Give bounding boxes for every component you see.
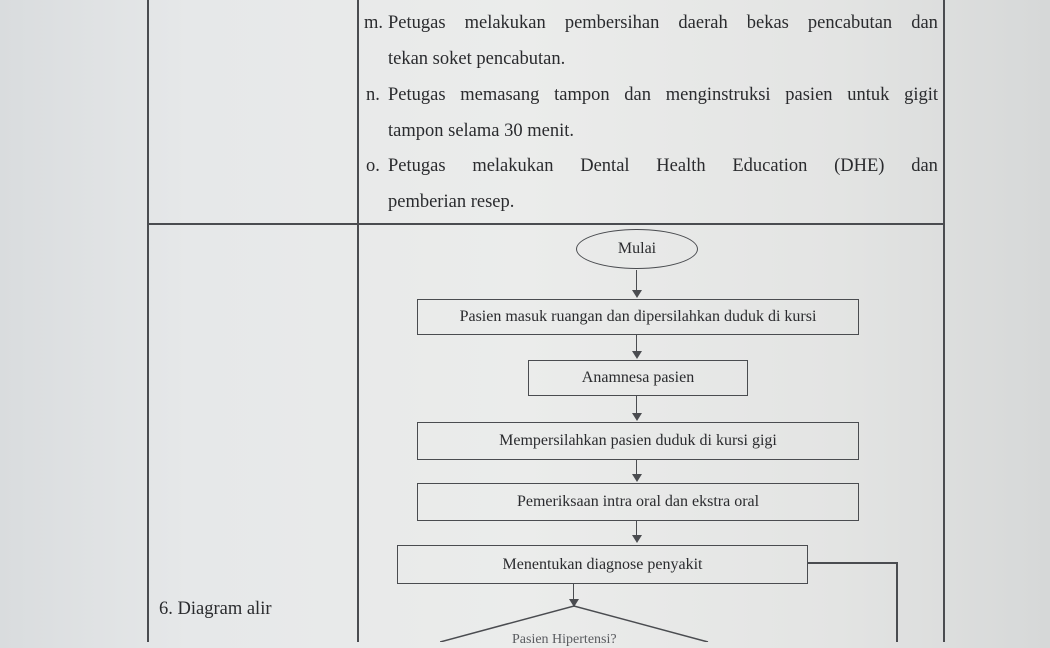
word: melakukan (464, 13, 546, 33)
flowchart-decision-label: Pasien Hipertensi? (512, 632, 617, 647)
flowchart-arrowhead (632, 535, 642, 543)
flowchart-side-connector (808, 562, 898, 564)
word: pembersihan (564, 13, 660, 33)
flowchart-arrowhead (632, 351, 642, 359)
flowchart-step-patient-enters: Pasien masuk ruangan dan dipersilahkan duduk di kursi (417, 299, 859, 335)
word: daerah (678, 13, 728, 33)
word: Petugas (388, 13, 446, 33)
step-m-line2: tekan soket pencabutan. (388, 49, 566, 69)
flowchart-arrowhead (632, 290, 642, 298)
flowchart-side-connector (896, 562, 898, 642)
flowchart-start-oval: Mulai (576, 229, 698, 269)
step-m-marker: m. (364, 13, 384, 33)
step-o-marker: o. (366, 156, 380, 176)
step-m-line1 (388, 14, 938, 33)
step-o-line2: pemberian resep. (388, 192, 515, 212)
flowchart-connector (636, 460, 637, 475)
word: dan (911, 156, 938, 176)
flowchart-step-diagnosis: Menentukan diagnose penyakit (397, 545, 808, 584)
flowchart-step-anamnesis: Anamnesa pasien (528, 360, 748, 396)
word: untuk (847, 85, 890, 105)
table-right-border (943, 0, 945, 642)
word: dan (624, 85, 652, 105)
word: tampon (554, 85, 610, 105)
word: Health (656, 156, 706, 176)
table-row-divider (147, 223, 944, 225)
step-n-line2: tampon selama 30 menit. (388, 121, 574, 141)
step-n-marker: n. (366, 85, 380, 105)
flowchart-connector (636, 396, 637, 414)
word: Petugas (388, 85, 446, 105)
word: gigit (904, 85, 938, 105)
word: memasang (460, 85, 540, 105)
table-column-divider (357, 0, 359, 642)
word: bekas (746, 13, 789, 33)
flowchart-connector (636, 270, 637, 290)
word: menginstruksi (665, 85, 771, 105)
word: pasien (785, 85, 833, 105)
word: Dental (580, 156, 630, 176)
word: Petugas (388, 156, 446, 176)
word: pencabutan (807, 13, 893, 33)
step-n-line1 (388, 86, 938, 105)
flowchart-connector (636, 521, 637, 536)
flowchart-step-examination: Pemeriksaan intra oral dan ekstra oral (417, 483, 859, 521)
word: Education (732, 156, 808, 176)
step-o-line1 (388, 157, 938, 176)
flowchart-arrowhead (632, 474, 642, 482)
flowchart-connector (573, 584, 574, 600)
word: dan (911, 13, 938, 33)
flowchart-step-dental-chair: Mempersilahkan pasien duduk di kursi gigi (417, 422, 859, 460)
section-label: 6. Diagram alir (159, 599, 272, 619)
flowchart-arrowhead (632, 413, 642, 421)
flowchart-connector (636, 335, 637, 352)
word: melakukan (472, 156, 554, 176)
word: (DHE) (834, 156, 885, 176)
table-left-border (147, 0, 149, 642)
